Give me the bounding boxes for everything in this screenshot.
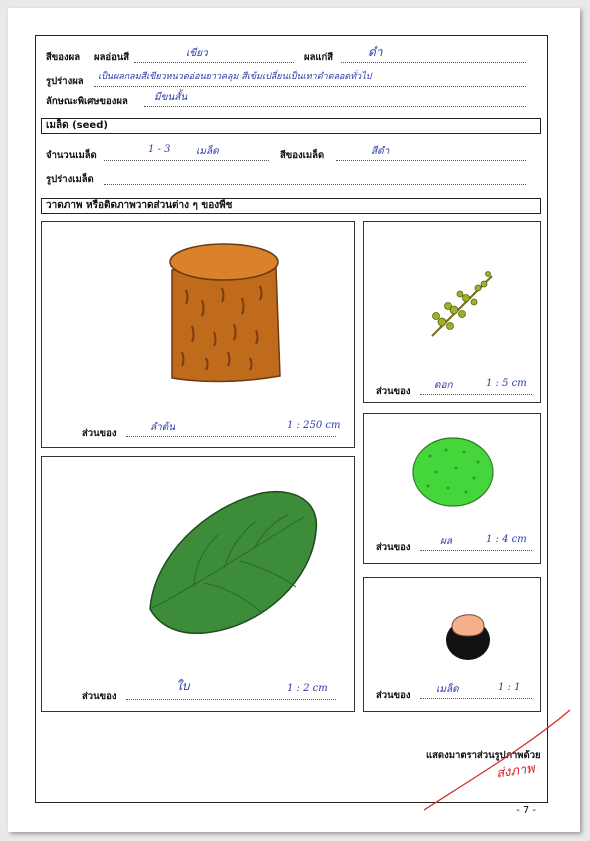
trunk-drawing-box xyxy=(41,221,355,448)
fruit-raw-color-label: ผลอ่อนสี xyxy=(94,52,130,63)
leaf-drawing-box xyxy=(41,456,355,712)
flower-drawing xyxy=(422,266,502,346)
seed-shape-line xyxy=(104,184,526,185)
fruit-raw-color-value: เขียว xyxy=(186,48,208,59)
fruit-feature-label: ลักษณะพิเศษของผล xyxy=(46,96,128,107)
seed-drawing xyxy=(440,604,500,664)
seed-count-value: 1 - 3 xyxy=(148,144,171,155)
fruit-scale: 1 : 4 cm xyxy=(486,534,527,545)
teacher-signature: ส่งภาพ xyxy=(495,761,536,782)
drawing-section-header: วาดภาพ หรือติดภาพวาดส่วนต่าง ๆ ของพืช xyxy=(41,198,541,214)
page-number: - 7 - xyxy=(516,805,536,816)
leaf-part-line xyxy=(126,699,336,700)
leaf-drawing xyxy=(144,487,324,637)
flower-scale: 1 : 5 cm xyxy=(486,378,527,389)
scale-note: แสดงมาตราส่วนรูปภาพด้วย xyxy=(426,750,541,761)
fruit-ripe-color-line xyxy=(341,62,526,63)
fruit-color-label: สีของผล xyxy=(46,52,81,63)
fruit-ripe-color-value: ดำ xyxy=(368,45,383,59)
seed-color-label: สีของเมล็ด xyxy=(280,150,325,161)
form-frame xyxy=(35,35,548,803)
trunk-part-value: ลำต้น xyxy=(150,422,176,433)
fruit-part-line xyxy=(420,550,532,551)
fruit-shape-label: รูปร่างผล xyxy=(46,76,84,87)
flower-drawing-box xyxy=(363,221,541,403)
worksheet-page xyxy=(8,8,580,832)
seed-count-line xyxy=(104,160,269,161)
flower-part-line xyxy=(420,394,532,395)
seed-part-value: เมล็ด xyxy=(436,684,459,695)
flower-part-label: ส่วนของ xyxy=(376,386,411,397)
fruit-drawing-box xyxy=(363,413,541,564)
fruit-part-value: ผล xyxy=(440,536,452,547)
seed-shape-label: รูปร่างเมล็ด xyxy=(46,174,94,185)
fruit-feature-line xyxy=(144,106,526,107)
seed-count-unit: เมล็ด xyxy=(196,146,219,157)
seed-part-label: ส่วนของ xyxy=(376,690,411,701)
red-pen-mark xyxy=(420,704,590,814)
fruit-raw-color-line xyxy=(134,62,294,63)
seed-count-label: จำนวนเมล็ด xyxy=(46,150,97,161)
trunk-drawing xyxy=(162,240,292,390)
seed-color-line xyxy=(336,160,526,161)
seed-section-header: เมล็ด (seed) xyxy=(41,118,541,134)
seed-drawing-box xyxy=(363,577,541,712)
fruit-part-label: ส่วนของ xyxy=(376,542,411,553)
fruit-shape-line xyxy=(94,86,526,87)
fruit-drawing xyxy=(408,434,498,514)
trunk-part-line xyxy=(126,436,336,437)
seed-part-line xyxy=(420,698,532,699)
trunk-scale: 1 : 250 cm xyxy=(287,420,341,431)
leaf-part-value: ใบ xyxy=(176,679,190,693)
trunk-part-label: ส่วนของ xyxy=(82,428,117,439)
leaf-part-label: ส่วนของ xyxy=(82,691,117,702)
flower-part-value: ดอก xyxy=(434,380,453,391)
seed-color-value: สีดำ xyxy=(371,146,390,157)
seed-scale: 1 : 1 xyxy=(498,682,521,693)
fruit-feature-value: มีขนสั้น xyxy=(154,92,188,103)
fruit-ripe-color-label: ผลแก่สี xyxy=(304,52,334,63)
fruit-shape-value: เป็นผลกลมสีเขียวหนวดอ่อนยาวคลุม สีเข้มเปลี่ยนเป็นเทาดำตลอดทั่วไป xyxy=(98,72,372,82)
leaf-scale: 1 : 2 cm xyxy=(287,683,328,694)
